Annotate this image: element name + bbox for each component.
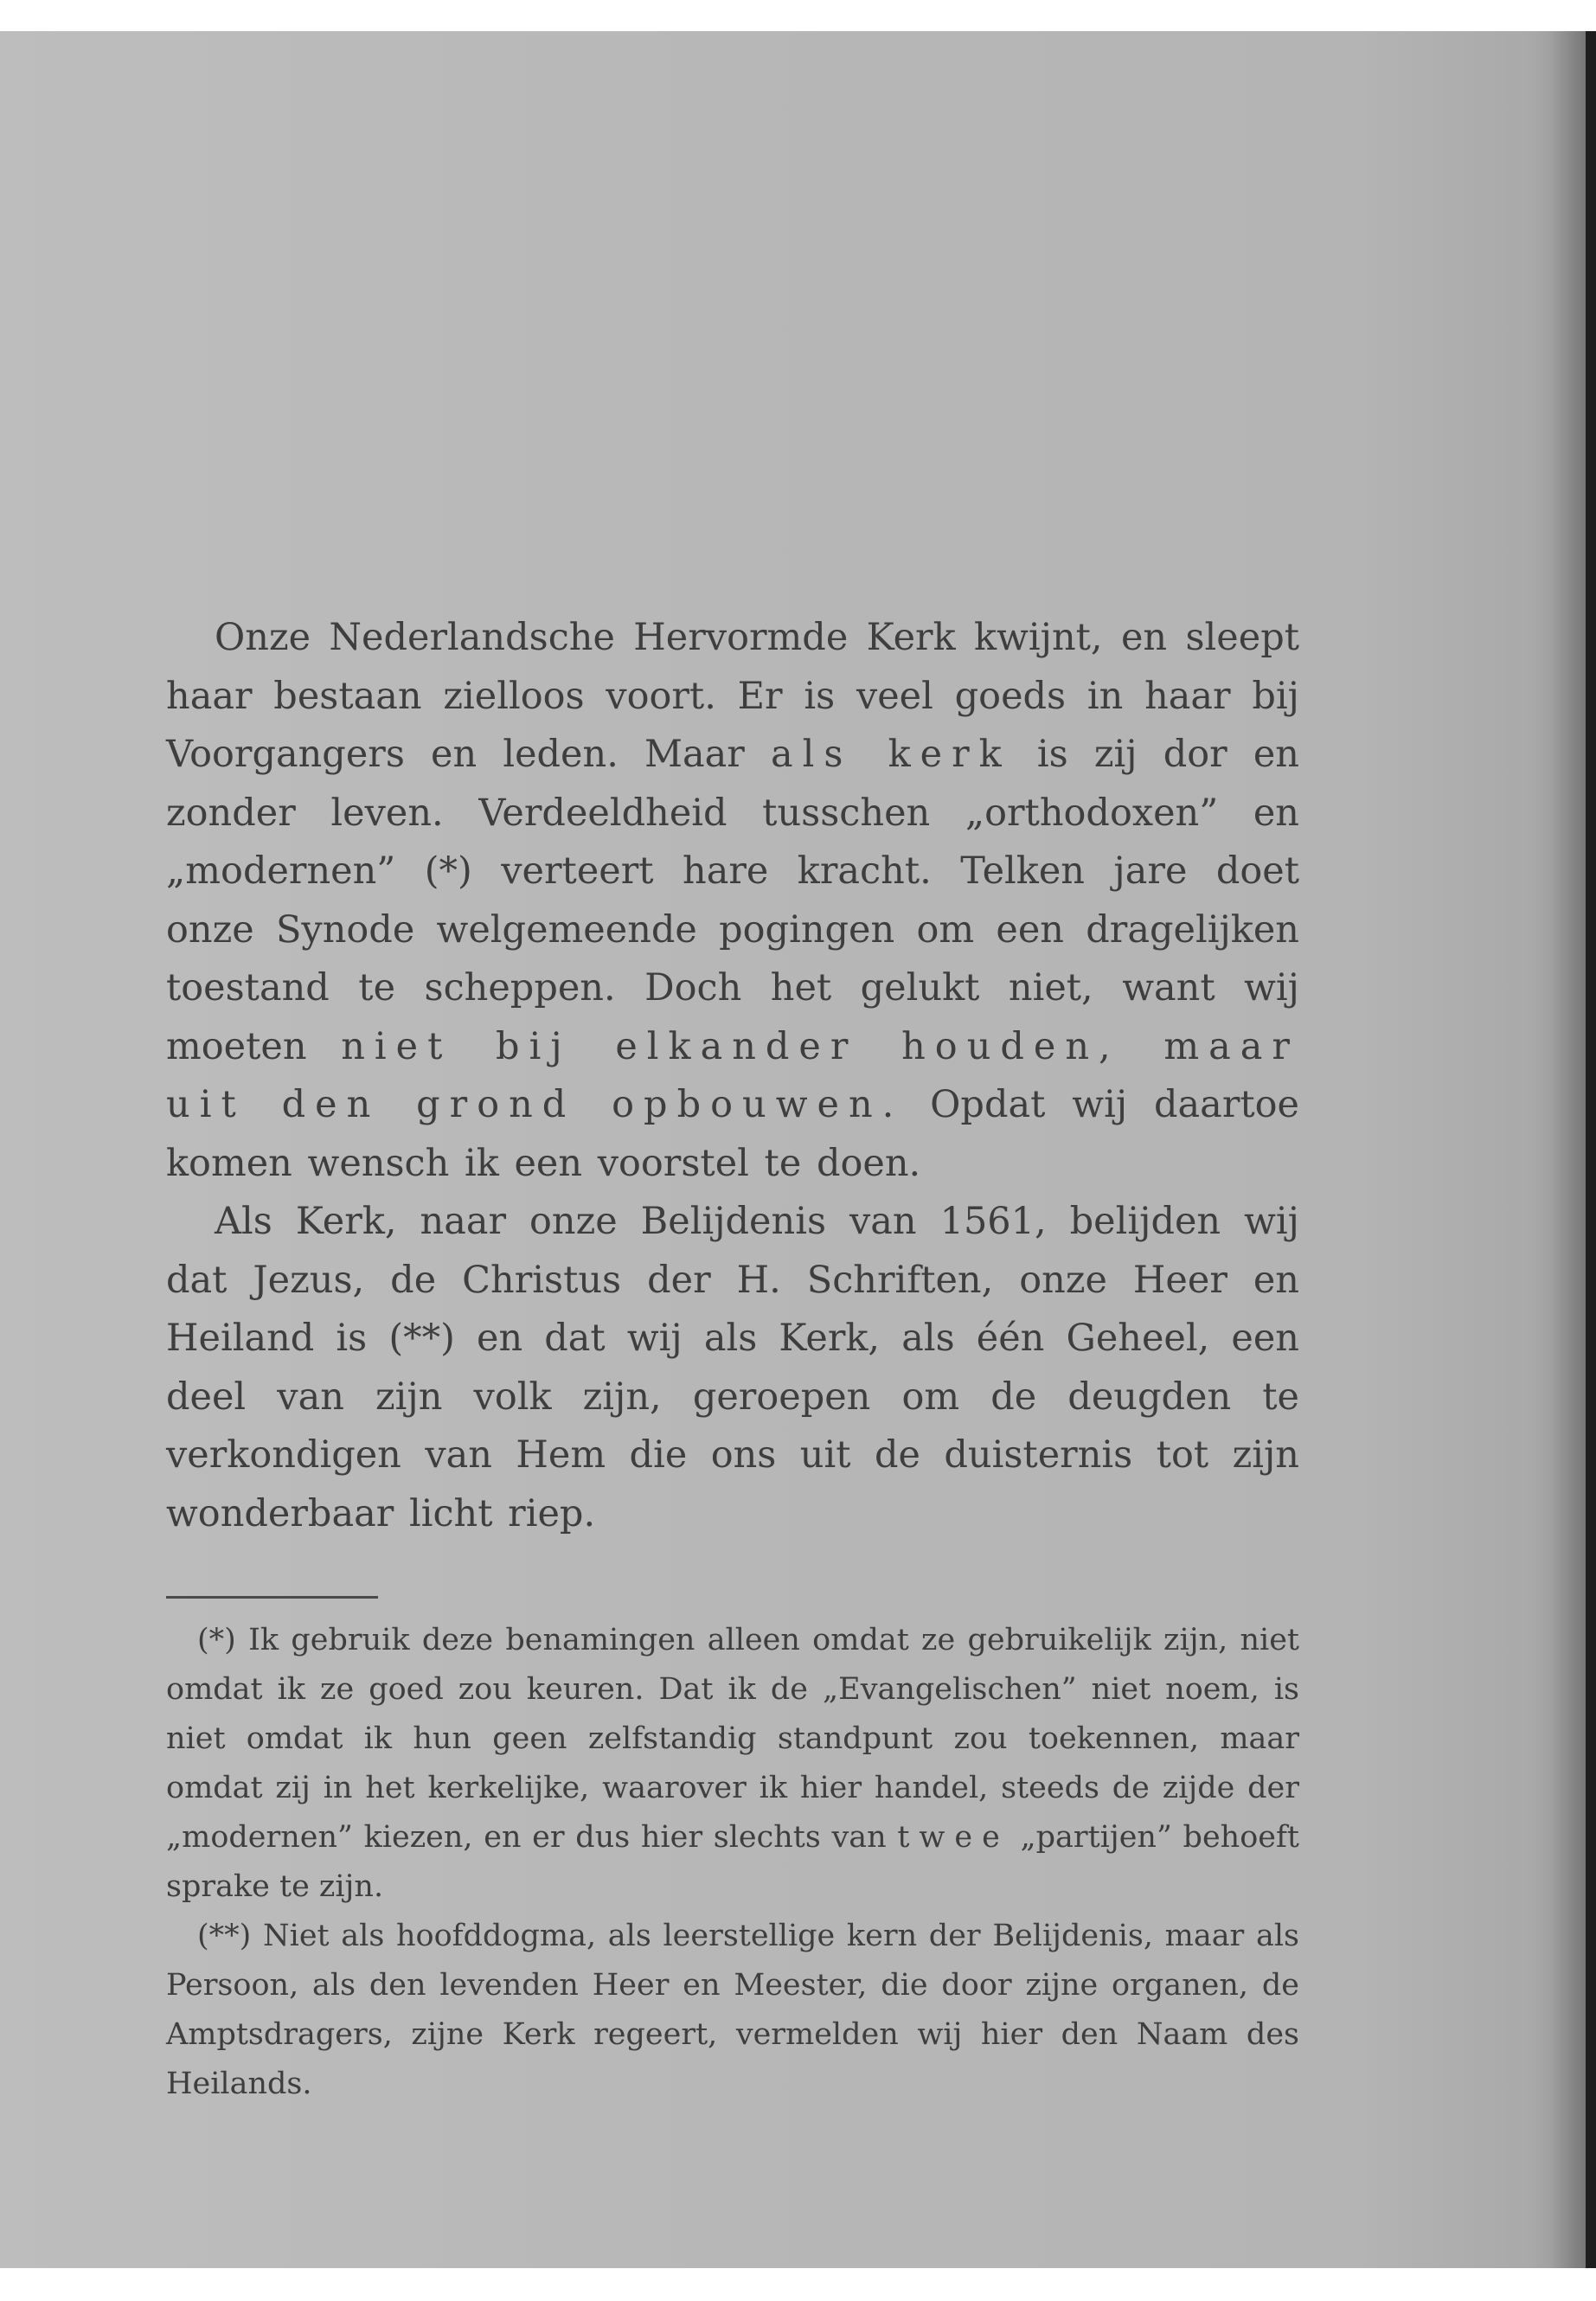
paragraph-1-text-a: Onze Nederlandsche Hervormde Kerk kwijnt, en sleept haar bestaan zielloos voort. Er is veel goeds in haar bij Voorgangers en leden. Maar xyxy=(166,616,1299,776)
footnote-1-text-b: „partijen” behoeft sprake te zijn. xyxy=(166,1820,1300,1904)
footnote-divider xyxy=(166,1596,378,1599)
paragraph-1 xyxy=(166,609,1299,1193)
emphasis-opbouwen: niet bij elkander houden, maar uit den grond opbouwen. xyxy=(166,1024,1299,1126)
paragraph-2-text: Als Kerk, naar onze Belijdenis van 1561, belijden wij dat Jezus, de Christus der H. Schriften, onze Heer en Heiland is (**) en dat wij als Kerk, als één Geheel, een deel van zijn volk zijn, geroepen om de deugden te verkondigen van Hem die ons uit de duisternis tot zijn wonderbaar licht riep. xyxy=(166,1200,1299,1535)
footnote-2-text: Niet als hoofddogma, als leerstellige kern der Belijdenis, maar als Persoon, als den levenden Heer en Meester, die door zijne organen, de Amptsdragers, zijne Kerk regeert, vermelden wij hier den Naam des Heilands. xyxy=(166,1919,1299,2101)
emphasis-twee: twee xyxy=(897,1820,1010,1855)
paragraph-2 xyxy=(166,1193,1299,1543)
footnote-1-marker: (*) xyxy=(197,1623,236,1657)
footnote-1 xyxy=(166,1616,1299,1912)
footnote-1-text-a: Ik gebruik deze benamingen alleen omdat ze gebruikelijk zijn, niet omdat ik ze goed zou keuren. Dat ik de „Evangelischen” niet noem, is niet omdat ik hun geen zelfstandig standpunt zou toekennen, maar omdat zij in het kerkelijke, waarover ik hier handel, steeds de zijde der „modernen” kiezen, en er dus hier slechts van xyxy=(166,1623,1299,1855)
main-text xyxy=(166,609,1299,1543)
paragraph-1-text-c: Opdat wij daartoe komen wensch ik een voorstel te doen. xyxy=(166,1083,1299,1185)
page-right-edge xyxy=(1586,31,1596,2268)
footnotes xyxy=(166,1616,1299,2109)
footnote-2-marker: (**) xyxy=(197,1919,252,1953)
paragraph-1-text-b: is zij dor en zonder leven. Verdeeldheid tusschen „orthodoxen” en „modernen” (*) verteert hare kracht. Telken jare doet onze Synode welgemeende pogingen om een dragelijken toestand te scheppen. Doch het gelukt niet, want wij moeten xyxy=(166,733,1299,1068)
emphasis-als-kerk: als kerk xyxy=(771,733,1011,776)
footnote-2 xyxy=(166,1912,1299,2109)
page-edge-shadow xyxy=(1551,31,1586,2268)
